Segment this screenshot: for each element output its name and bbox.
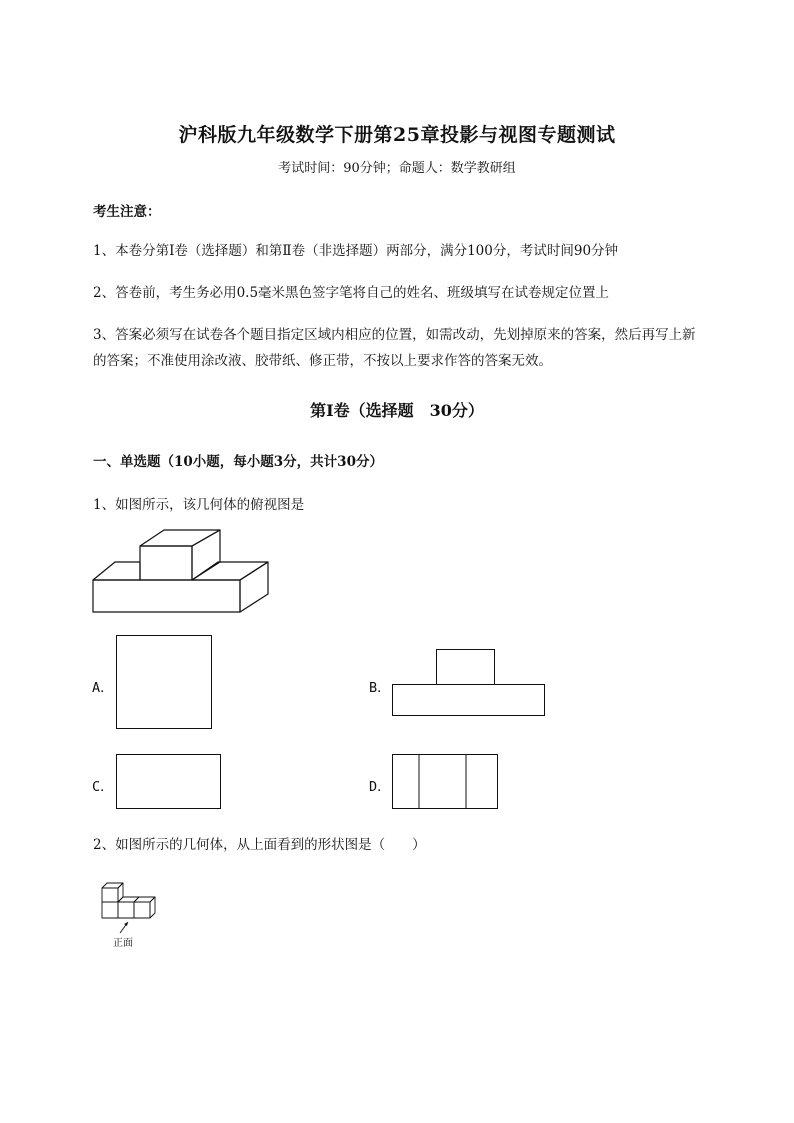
exam-subtitle: 考试时间：90分钟；命题人：数学教研组	[278, 161, 516, 176]
section-title: 第I卷（选择题 30分）	[310, 401, 484, 420]
notice-item-3-continued: 的答案；不准使用涂改液、胶带纸、修正带，不按以上要求作答的答案无效。	[93, 353, 552, 369]
exam-title: 沪科版九年级数学下册第25章投影与视图专题测试	[178, 124, 616, 146]
option-a-label[interactable]: A．	[92, 680, 114, 696]
option-b-label[interactable]: B．	[369, 680, 391, 696]
question-1-text: 1、如图所示，该几何体的俯视图是	[93, 497, 305, 513]
subsection-title: 一、单选题（10小题，每小题3分，共计30分）	[93, 454, 383, 470]
option-c-label[interactable]: C．	[92, 779, 114, 795]
option-d-label[interactable]: D．	[369, 779, 391, 795]
notice-heading: 考生注意：	[93, 204, 161, 220]
notice-item-2: 2、答卷前，考生务必用0.5毫米黑色签字笔将自己的姓名、班级填写在试卷规定位置上	[93, 285, 610, 301]
front-view-label: 正面	[113, 938, 133, 949]
notice-item-1: 1、本卷分第I卷（选择题）和第Ⅱ卷（非选择题）两部分，满分100分，考试时间90分钟	[93, 243, 619, 259]
question-2-text: 2、如图所示的几何体，从上面看到的形状图是（ ）	[93, 837, 426, 853]
notice-item-3: 3、答案必须写在试卷各个题目指定区域内相应的位置，如需改动，先划掉原来的答案，然后再写上新	[93, 327, 696, 343]
